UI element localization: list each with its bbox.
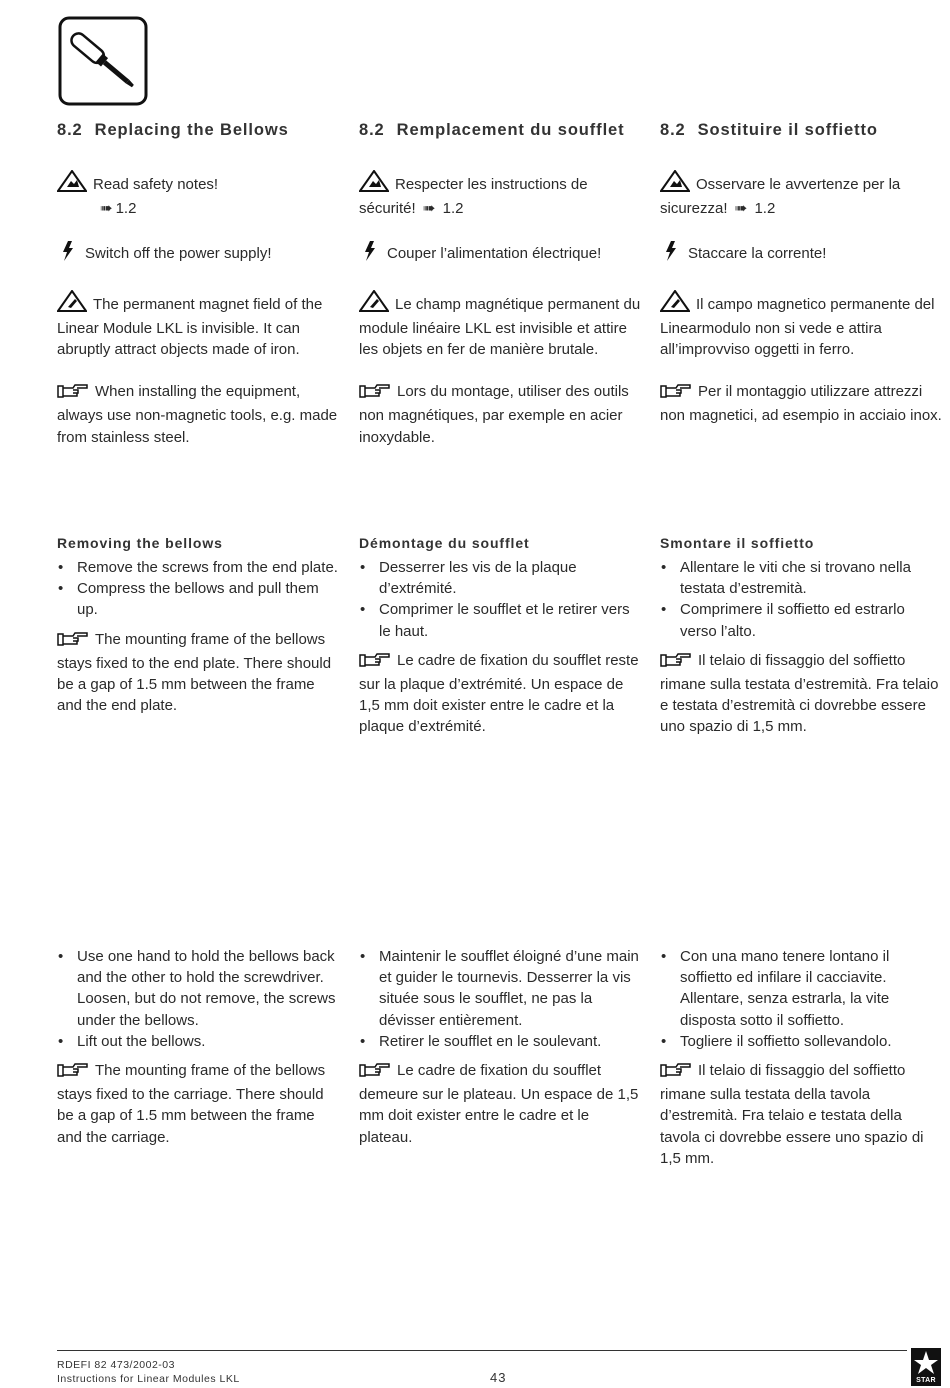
lightning-bolt-icon [359, 240, 387, 268]
list-item: • Con una mano tenere lontano il soffietto ed infilare il cacciavite. Allentare, senza estrarla, la vite disposta sotto il soffietto. [660, 946, 942, 1031]
warning-hand-icon [57, 290, 87, 318]
magnet-warning-text: The permanent magnet field of the Linear Module LKL is invisible. It can abruptly attract objects made of iron. [57, 295, 323, 359]
safety-reference: 1.2 [115, 200, 137, 218]
reference-line [57, 200, 136, 217]
safety-paragraph [57, 170, 339, 219]
lower-note-text: The mounting frame of the bellows stays fixed to the carriage. There should be a gap of 1.5 mm between the frame and the carriage. [57, 1062, 326, 1146]
removing-note-text: Il telaio di fissaggio del soffietto rimane sulla testata d’estremità. Fra telaio e testata d’estremità ci dovrebbe essere uno spazio di 1,5 mm. [660, 651, 939, 736]
tools-note-text: When installing the equipment, always use non-magnetic tools, e.g. made from stainless steel. [57, 383, 338, 446]
magnet-warning-text: Il campo magnetico permanente del Linearmodulo non si vede e attira all’improvviso oggetti in ferro. [660, 295, 935, 359]
arrow-right-icon: ➠ [100, 200, 113, 218]
star-logo [911, 1348, 941, 1386]
section-number: 8.2 [57, 121, 83, 139]
removing-note-paragraph [660, 650, 942, 738]
section-number: 8.2 [660, 121, 686, 139]
power-text: Switch off the power supply! [85, 245, 272, 263]
power-paragraph [57, 240, 339, 268]
safety-paragraph [359, 170, 641, 219]
safety-text: Read safety notes! [93, 176, 219, 193]
pointing-hand-icon [359, 652, 391, 674]
safety-text: Respecter les instructions de sécurité! [359, 176, 588, 218]
section-title: Sostituire il soffietto [697, 121, 878, 139]
column-italian-lower [660, 946, 942, 1169]
list-item: • Comprimere il soffietto ed estrarlo verso l’alto. [660, 599, 942, 641]
removing-heading: Removing the bellows [57, 535, 223, 551]
warning-triangle-icon [57, 170, 87, 198]
removing-note-text: Le cadre de fixation du soufflet reste sur la plaque d’extrémité. Un espace de 1,5 mm doit exister entre le cadre et la plaque d’extrémité. [359, 651, 639, 736]
safety-paragraph [660, 170, 942, 219]
safety-reference: 1.2 [754, 200, 776, 218]
warning-hand-icon [359, 290, 389, 318]
safety-text: Osservare le avvertenze per la sicurezza! [660, 176, 901, 218]
list-item: • Lift out the bellows. [57, 1031, 339, 1052]
column-french-removing [359, 535, 641, 738]
section-heading [359, 121, 641, 140]
arrow-right-icon: ➠ [418, 200, 440, 218]
list-item: • Allentare le viti che si trovano nella testata d’estremità. [660, 557, 942, 599]
magnet-warning-paragraph [660, 290, 942, 361]
removing-note-paragraph [359, 650, 641, 738]
lower-list [359, 946, 641, 1052]
list-item: • Desserrer les vis de la plaque d’extrémité. [359, 557, 641, 599]
section-title: Remplacement du soufflet [396, 121, 625, 139]
list-item: • Togliere il soffietto sollevandolo. [660, 1031, 942, 1052]
section-heading [660, 121, 942, 140]
section-heading [57, 121, 339, 140]
lower-note-paragraph [660, 1060, 942, 1169]
column-french-lower [359, 946, 641, 1148]
lower-note-paragraph [57, 1060, 339, 1148]
column-french [359, 121, 641, 448]
column-english [57, 121, 339, 448]
pointing-hand-icon [57, 631, 89, 653]
tools-note-paragraph [57, 381, 339, 448]
list-item: • Compress the bellows and pull them up. [57, 578, 339, 620]
list-item: • Use one hand to hold the bellows back and the other to hold the screwdriver. Loosen, but do not remove, the screws under the bellows. [57, 946, 339, 1031]
magnet-warning-paragraph [359, 290, 641, 361]
lower-list [660, 946, 942, 1052]
warning-triangle-icon [359, 170, 389, 198]
tools-note-paragraph [660, 381, 942, 426]
pointing-hand-icon [359, 1062, 391, 1084]
page-number: 43 [490, 1370, 507, 1385]
removing-heading: Smontare il soffietto [660, 535, 815, 551]
brand-name: STAR [916, 1377, 936, 1384]
lower-note-paragraph [359, 1060, 641, 1148]
pointing-hand-icon [660, 652, 692, 674]
lower-list [57, 946, 339, 1052]
removing-note-text: The mounting frame of the bellows stays fixed to the end plate. There should be a gap of 1.5 mm between the frame and the end plate. [57, 630, 332, 715]
screwdriver-icon [58, 16, 148, 106]
lightning-bolt-icon [660, 240, 688, 268]
pointing-hand-icon [57, 1062, 89, 1084]
screwdriver-logo [58, 16, 148, 106]
warning-triangle-icon [660, 170, 690, 198]
section-number: 8.2 [359, 121, 385, 139]
footer-rule [57, 1350, 907, 1351]
tools-note-paragraph [359, 381, 641, 448]
tools-note-text: Lors du montage, utiliser des outils non magnétiques, par exemple en acier inoxydable. [359, 383, 629, 446]
list-item: • Maintenir le soufflet éloigné d’une main et guider le tournevis. Desserrer la vis située sous le soufflet, ne pas la dévisser entièrement. [359, 946, 641, 1031]
pointing-hand-icon [359, 383, 391, 405]
removing-note-paragraph [57, 629, 339, 717]
power-paragraph [660, 240, 942, 268]
lower-note-text: Le cadre de fixation du soufflet demeure sur le plateau. Un espace de 1,5 mm doit exister entre le cadre et le plateau. [359, 1062, 639, 1146]
pointing-hand-icon [660, 1062, 692, 1084]
pointing-hand-icon [660, 383, 692, 405]
document-number: RDEFI 82 473/2002-03 [57, 1359, 175, 1371]
footer-doc-info [57, 1358, 240, 1386]
column-italian-removing [660, 535, 942, 738]
power-text: Couper l’alimentation électrique! [387, 245, 602, 263]
power-paragraph [359, 240, 641, 268]
removing-list [57, 557, 339, 621]
section-title: Replacing the Bellows [94, 121, 289, 139]
magnet-warning-text: Le champ magnétique permanent du module linéaire LKL est invisible et attire les objets en fer de manière brutale. [359, 295, 641, 359]
power-text: Staccare la corrente! [688, 245, 827, 263]
arrow-right-icon: ➠ [730, 200, 752, 218]
list-item: • Retirer le soufflet en le soulevant. [359, 1031, 641, 1052]
tools-note-text: Per il montaggio utilizzare attrezzi non magnetici, ad esempio in acciaio inox. [660, 383, 942, 425]
column-italian [660, 121, 942, 427]
pointing-hand-icon [57, 383, 89, 405]
removing-heading: Démontage du soufflet [359, 535, 530, 551]
lower-note-text: Il telaio di fissaggio del soffietto rimane sulla testata della tavola d’estremità. Fra telaio e testata della tavola ci dovrebbe essere uno spazio di 1,5 mm. [660, 1062, 924, 1167]
list-item: • Comprimer le soufflet et le retirer vers le haut. [359, 599, 641, 641]
document-title: Instructions for Linear Modules LKL [57, 1373, 240, 1385]
safety-reference: 1.2 [442, 200, 464, 218]
warning-hand-icon [660, 290, 690, 318]
column-english-lower [57, 946, 339, 1148]
magnet-warning-paragraph [57, 290, 339, 361]
column-english-removing [57, 535, 339, 716]
star-icon [911, 1349, 941, 1377]
removing-list [359, 557, 641, 642]
lightning-bolt-icon [57, 240, 85, 268]
removing-list [660, 557, 942, 642]
list-item: • Remove the screws from the end plate. [57, 557, 339, 578]
